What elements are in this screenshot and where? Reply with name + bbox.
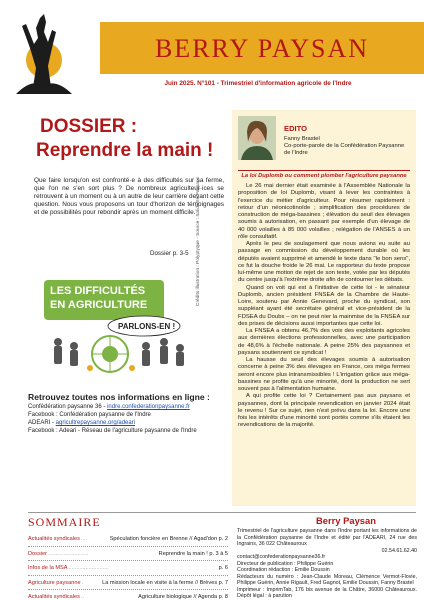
edito-role: Co-porte-parole de la Confédération Paysanne de l'Indre — [284, 143, 405, 157]
sommaire-rubric: Agriculture paysanne — [28, 579, 81, 586]
leader-dots: .... — [80, 536, 88, 542]
leader-dots: .......................... — [47, 550, 89, 557]
adeari-facebook: Facebook : Adeari - Réseau de l'agriculture paysanne de l'Indre — [28, 427, 197, 434]
imprint-printer: Imprimeur : ImprimTab, 176 bis avenue de la Châtre, 36000 Châteauroux. Dépôt légal : à parution — [237, 586, 417, 600]
sommaire-entry: La mission locale en visite à la ferme // Brèves p. 7 — [102, 579, 228, 586]
edito-paragraph: Quand on voit qui est à l'initiative de cette loi - le sénateur Duplomb, ancien président FNSEA de la Chambre de Haute-Loire, soutenu par Annie Genevard, proche du syndicat, son suppléant ayant été secrétaire général et vice-président de la FDSEA du Doubs – on ne peut nier la mainmise de la FNSEA sur des prises de décisions aussi importantes que cette loi. — [238, 284, 410, 327]
imprint-writers: Rédacteurs du numéro : Jean-Claude Moreau, Clémence Vermot-Flovie, Philippe Guérin, Annie Rigault, Fred Gagnot, Emilie Doussin, Fanny Brastel — [237, 573, 417, 587]
edito-divider — [238, 170, 410, 171]
adeari-line — [28, 420, 224, 428]
sommaire-list — [28, 534, 228, 600]
imprint-title: Berry Paysan — [316, 515, 376, 526]
poster-line-2: EN AGRICULTURE — [50, 299, 148, 311]
edito-paragraph: A qui profite cette loi ? Certainement pas aux paysans et paysannes, dont la principale revendication en janvier 2024 était le revenu ! Sur ce sujet, rien n'est prévu dans la loi. Encore une fois les intérêts d'une minorité sont portés comme s'ils étaient les revendications de la majorité. — [238, 393, 410, 429]
edito-paragraph: La hausse du seuil des élevages soumis à autorisation concerne à peine 3% des élevages en France, ces méga fermes seront encore plus intransmissibles ! L'irrigation grâce aux méga-bassines ne profite qu'à une minorité, dont la production ne sert souvent pas à l'alimentation humaine. — [238, 357, 410, 392]
sommaire-item[interactable] — [28, 592, 228, 600]
sommaire-entry: Agriculture biologique // Agenda p. 8 — [138, 594, 228, 600]
edito-paragraph: Le 26 mai dernier était examinée à l'Assemblée Nationale la proposition de loi Duplomb, visant à lever les contraintes à l'exercice du métier d'agriculteur. Pour résumer rapidement : retour d'un néonicotinoïde ; simplification des procédures de construction de méga-bassines ; élévation du seuil des élevages soumis à autorisation, en passant par exemple d'un élevage de 40 000 volailles à 85 000 volailles ; relégation de l'ANSES à un rôle consultatif. — [238, 183, 410, 240]
masthead-banner — [100, 22, 424, 74]
online-info-block — [28, 404, 224, 436]
edito-subtitle: La loi Duplomb ou comment plomber l'agriculture paysanne — [241, 173, 407, 179]
imprint-block — [237, 528, 417, 600]
difficultes-poster — [40, 276, 210, 376]
dossier-page-ref: Dossier p. 3-5 — [150, 250, 189, 257]
imprint-email[interactable]: contact@confederationpaysanne36.fr — [237, 554, 326, 561]
sommaire-rubric: Actualités syndicales — [28, 594, 80, 600]
sommaire-rubric: Actualités syndicales — [28, 536, 80, 542]
sommaire-rubric: Infos de la MSA — [28, 565, 68, 571]
conf-website-link[interactable]: indre.confederationpaysanne.fr — [107, 404, 190, 410]
bottom-divider — [28, 512, 416, 513]
conf-line — [28, 404, 224, 412]
sommaire-title: SOMMAIRE — [28, 515, 101, 529]
sommaire-entry: Spéculation foncière en Brenne // Agad'don p. 2 — [109, 536, 228, 542]
edito-paragraph: La FNSEA a obtenu 46,7% des voix des exploitants agricoles aux dernières élections professionnelles, avec une participation de 48,6% à l'échelle nationale. A peine 25% des paysannes et paysans soutiennent ce syndicat ! — [238, 328, 410, 356]
edito-body — [238, 183, 410, 430]
edito-label: EDITO — [284, 124, 308, 133]
conf-prefix: Confédération paysanne 36 - — [28, 404, 108, 410]
sommaire-item[interactable] — [28, 563, 228, 576]
imprint-description: Trimestriel de l'agriculture paysanne dans l'Indre portant les informations de la Confédération paysanne de l'Indre et édité par l'ADEARI, 24 rue des Ingrains, 36 022 Châteauroux — [237, 528, 417, 548]
issue-line: Juin 2025. N°101 - Trimestriel d'information agricole de l'Indre — [164, 80, 352, 87]
sommaire-item[interactable] — [28, 549, 228, 562]
poster-line-3: PARLONS-EN ! — [118, 322, 176, 331]
berry-paysan-logo-icon — [12, 8, 74, 96]
sommaire-entry: Reprendre la main ! p. 3 à 5 — [158, 550, 228, 557]
leader-dots: .. — [80, 594, 85, 600]
conf-facebook: Facebook : Confédération paysanne de l'Indre — [28, 411, 151, 418]
edito-paragraph: Après le peu de soulagement que nous avions eu suite au passage en commission du développement durable où les députés avaient supprimé et amendé le texte dans "le bon sens", ce fut la douche froide le 26 mai. Le rapporteur du texte propose lui-même une motion de rejet de son texte, votée par les députés du centre jusqu'à l'extrême droite afin de contourner les débats. — [238, 241, 410, 284]
dossier-intro: Que faire lorsqu'on est confronté·e à des difficultés sur sa ferme, que l'on ne s'en sort plus ? De nombreux agriculteur·ices se retrouvent à un moment ou à un autre de leur carrière devant cette question. Nous vous proposons un tour d'horizon de témoignages et de possibilités pour rebondir après un moment difficile. — [34, 177, 224, 217]
poster-credits: Crédits illustration : Polyptyque - Source : Solidarité Paysans — [196, 176, 201, 306]
dossier-kicker: DOSSIER : — [40, 116, 138, 137]
edito-panel — [232, 110, 416, 506]
imprint-phone: 02.54.61.62.40 — [381, 547, 417, 554]
imprint-coordination: Coordination rédaction : Emilie Doussin — [237, 567, 330, 574]
edito-signature — [284, 136, 412, 158]
leader-dots: . — [81, 579, 84, 586]
masthead-title: BERRY PAYSAN — [154, 34, 370, 63]
leader-dots: .......................... — [68, 565, 109, 571]
sommaire-entry: p. 6 — [218, 565, 228, 571]
dossier-title: Reprendre la main ! — [36, 140, 214, 161]
sommaire-item[interactable] — [28, 534, 228, 547]
adeari-prefix: ADEARI - — [28, 419, 56, 426]
edito-portrait — [238, 116, 276, 160]
sommaire-rubric: Dossier — [28, 550, 47, 557]
adeari-website-link[interactable]: agricultrepaysanne.org/adeari — [55, 419, 136, 426]
online-info-title: Retrouvez toutes nos informations en ligne : — [28, 392, 210, 402]
edito-author: Fanny Brastel — [284, 136, 320, 142]
imprint-director: Directeur de publication : Philippe Guérin — [237, 560, 334, 567]
poster-line-1: LES DIFFICULTÉS — [50, 285, 146, 297]
sommaire-item[interactable] — [28, 578, 228, 591]
